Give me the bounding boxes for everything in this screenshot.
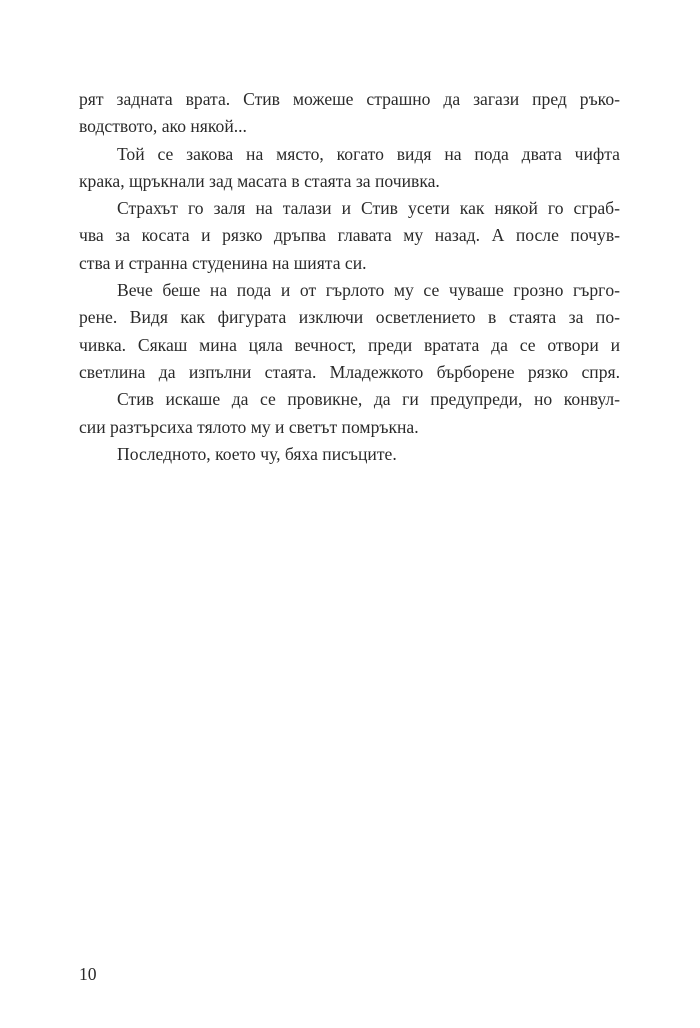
text-line-7: ства и странна студенина на шията си. <box>79 252 367 273</box>
text-line-4: крака, щръкнали зад масата в стаята за почивка. <box>79 170 440 191</box>
text-line-6: чва за косата и рязко дръпва главата му назад. А после почув- <box>79 225 620 246</box>
text-line-12: Стив искаше да се провикне, да ги предупреди, но конвул- <box>117 389 620 410</box>
text-line-9: рене. Видя как фигурата изключи осветлението в стаята за по- <box>79 307 620 328</box>
text-line-2: водството, ако някой... <box>79 116 247 137</box>
page-number: 10 <box>79 964 97 984</box>
text-line-11: светлина да изпълни стаята. Младежкото бърборене рязко спря. <box>79 361 620 382</box>
body-text <box>79 86 620 468</box>
text-line-3: Той се закова на място, когато видя на пода двата чифта <box>117 143 620 164</box>
text-line-1: рят задната врата. Стив можеше страшно да загази пред ръко- <box>79 89 620 109</box>
text-line-14: Последното, което чу, бяха писъците. <box>117 443 397 464</box>
text-line-5: Страхът го заля на талази и Стив усети как някой го сграб- <box>117 198 620 219</box>
text-line-10: чивка. Сякаш мина цяла вечност, преди вратата да се отвори и <box>79 334 620 355</box>
text-line-13: сии разтърсиха тялото му и светът помръкна. <box>79 416 419 437</box>
text-line-8: Вече беше на пода и от гърлото му се чуваше грозно гъргo- <box>117 280 620 301</box>
